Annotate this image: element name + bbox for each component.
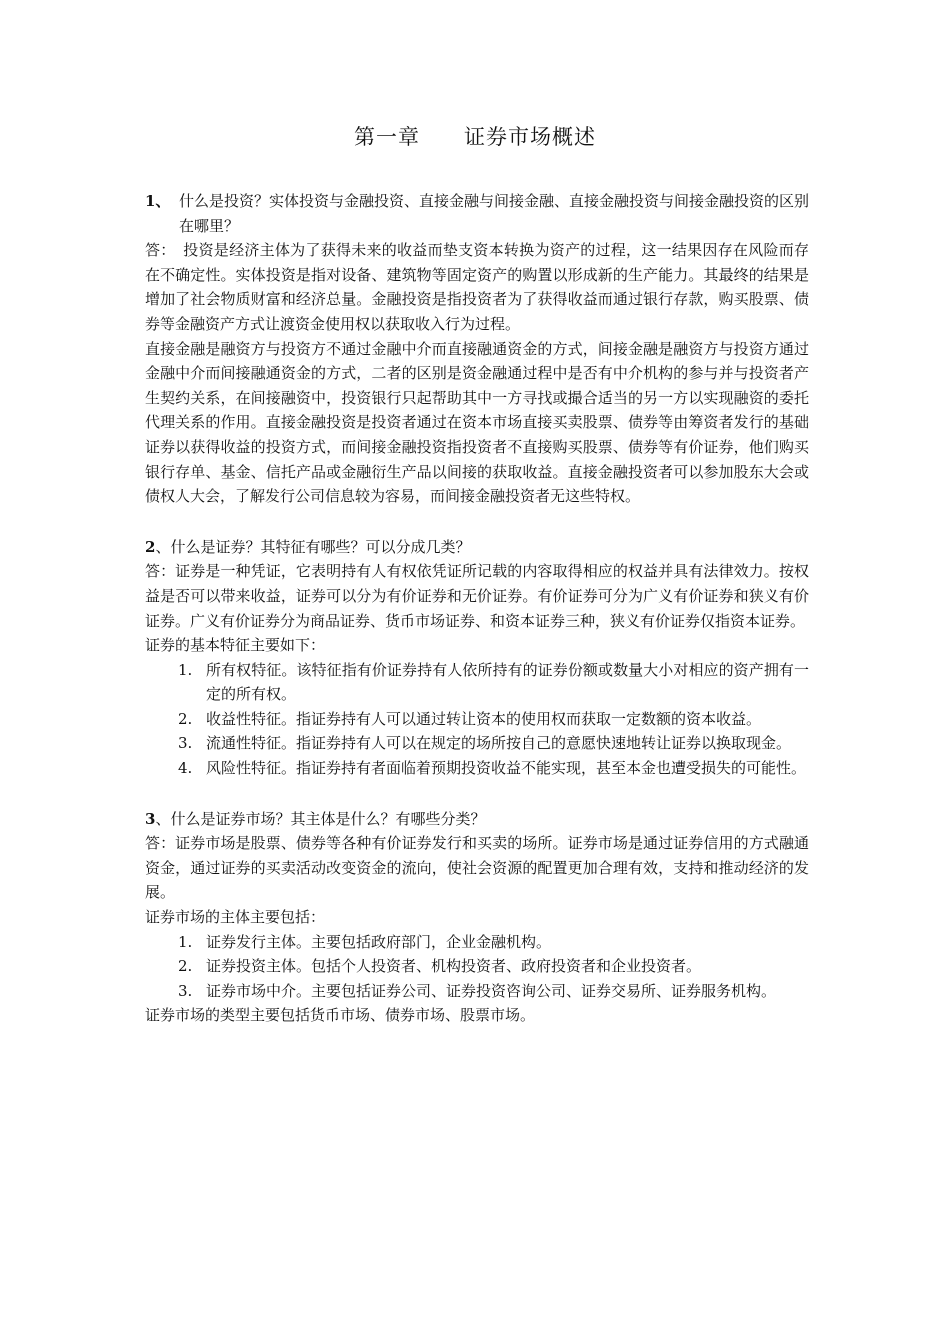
list-item (145, 756, 809, 781)
list-item-number: 4. (178, 759, 193, 778)
list-item-text: 收益性特征。指证券持有人可以通过转让资本的使用权而获取一定数额的资本收益。 (206, 709, 762, 728)
list-item-number: 1. (178, 932, 193, 951)
list-item (145, 731, 809, 756)
question-text: 、什么是证券？其特征有哪些？可以分成几类？ (155, 537, 471, 556)
list-item (145, 954, 809, 979)
list-item (145, 930, 809, 955)
document-body (145, 189, 809, 1028)
question-3 (145, 807, 809, 832)
list-item-text: 流通性特征。指证券持有人可以在规定的场所按自己的意愿快速地转让证券以换取现金。 (206, 734, 792, 753)
list-item-number: 2. (178, 709, 193, 728)
list-item-text: 风险性特征。指证券持有者面临着预期投资收益不能实现，甚至本金也遭受损失的可能性。 (206, 759, 807, 778)
list-item-text: 证券投资主体。包括个人投资者、机构投资者、政府投资者和企业投资者。 (206, 957, 702, 976)
list-item (145, 658, 809, 707)
feature-list (145, 658, 809, 781)
list-item-text: 证券发行主体。主要包括政府部门，企业金融机构。 (206, 932, 552, 951)
answer-paragraph: 直接金融是融资方与投资方不通过金融中介而直接融通资金的方式，间接金融是融资方与投资方通过金融中介而间接融通资金的方式，二者的区别是资金融通过程中是否有中介机构的参与并与投资者产生契约关系，在间接融资中，投资银行只起帮助其中一方寻找或撮合适当的另一方以实现融资的委托代理关系的作用。直接金融投资是投资者通过在资本市场直接买卖股票、债券等由筹资者发行的基础证券以获得收益的投资方式，而间接金融投资指投资者不直接购买股票、债券等有价证券，他们购买银行存单、基金、信托产品或金融衍生产品以间接的获取收益。直接金融投资者可以参加股东大会或债权人大会，了解发行公司信息较为容易，而间接金融投资者无这些特权。 (145, 339, 809, 506)
answer-paragraph: 证券市场的主体主要包括： (145, 908, 326, 927)
market-participants-list (145, 930, 809, 1004)
question-text: 什么是投资？实体投资与金融投资、直接金融与间接金融、直接金融投资与间接金融投资的区别在哪里？ (179, 192, 810, 235)
list-item-number: 2. (178, 957, 193, 976)
question-2 (145, 535, 809, 560)
list-item-text: 证券市场中介。主要包括证券公司、证券投资咨询公司、证券交易所、证券服务机构。 (206, 981, 777, 1000)
list-item-number: 3. (178, 734, 193, 753)
answer-paragraph: 证券的基本特征主要如下： (145, 636, 326, 655)
question-1 (145, 189, 809, 238)
list-item (145, 979, 809, 1004)
answer-paragraph: 答：证券是一种凭证，它表明持有人有权依凭证所记载的内容取得相应的权益并具有法律效力。按权益是否可以带来收益，证券可以分为有价证券和无价证券。有价证券可分为广义有价证券和狭义有价证券。广义有价证券分为商品证券、货币市场证券、和资本证券三种，狭义有价证券仅指资本证券。 (145, 562, 809, 630)
list-item (145, 707, 809, 732)
question-text: 、什么是证券市场？其主体是什么？有哪些分类？ (155, 809, 486, 828)
list-item-text: 所有权特征。该特征指有价证券持有人依所持有的证券份额或数量大小对相应的资产拥有一定的所有权。 (206, 660, 809, 704)
question-number: 3 (145, 809, 156, 828)
answer-paragraph: 答： 投资是经济主体为了获得未来的收益而垫支资本转换为资产的过程，这一结果因存在风险而存在不确定性。实体投资是指对设备、建筑物等固定资产的购置以形成新的生产能力。其最终的结果是增加了社会物质财富和经济总量。金融投资是指投资者为了获得收益而通过银行存款，购买股票、债券等金融资产方式让渡资金使用权以获取收入行为过程。 (145, 241, 809, 333)
question-number: 1、 (145, 192, 171, 210)
closing-paragraph: 证券市场的类型主要包括货币市场、债券市场、股票市场。 (145, 1006, 536, 1025)
question-number: 2 (145, 537, 156, 556)
list-item-number: 1. (178, 660, 193, 679)
list-item-number: 3. (178, 981, 193, 1000)
chapter-title: 第一章 证券市场概述 (354, 125, 596, 149)
answer-paragraph: 答：证券市场是股票、债券等各种有价证券发行和买卖的场所。证券市场是通过证券信用的方式融通资金，通过证券的买卖活动改变资金的流向，使社会资源的配置更加合理有效，支持和推动经济的发展。 (145, 834, 809, 902)
